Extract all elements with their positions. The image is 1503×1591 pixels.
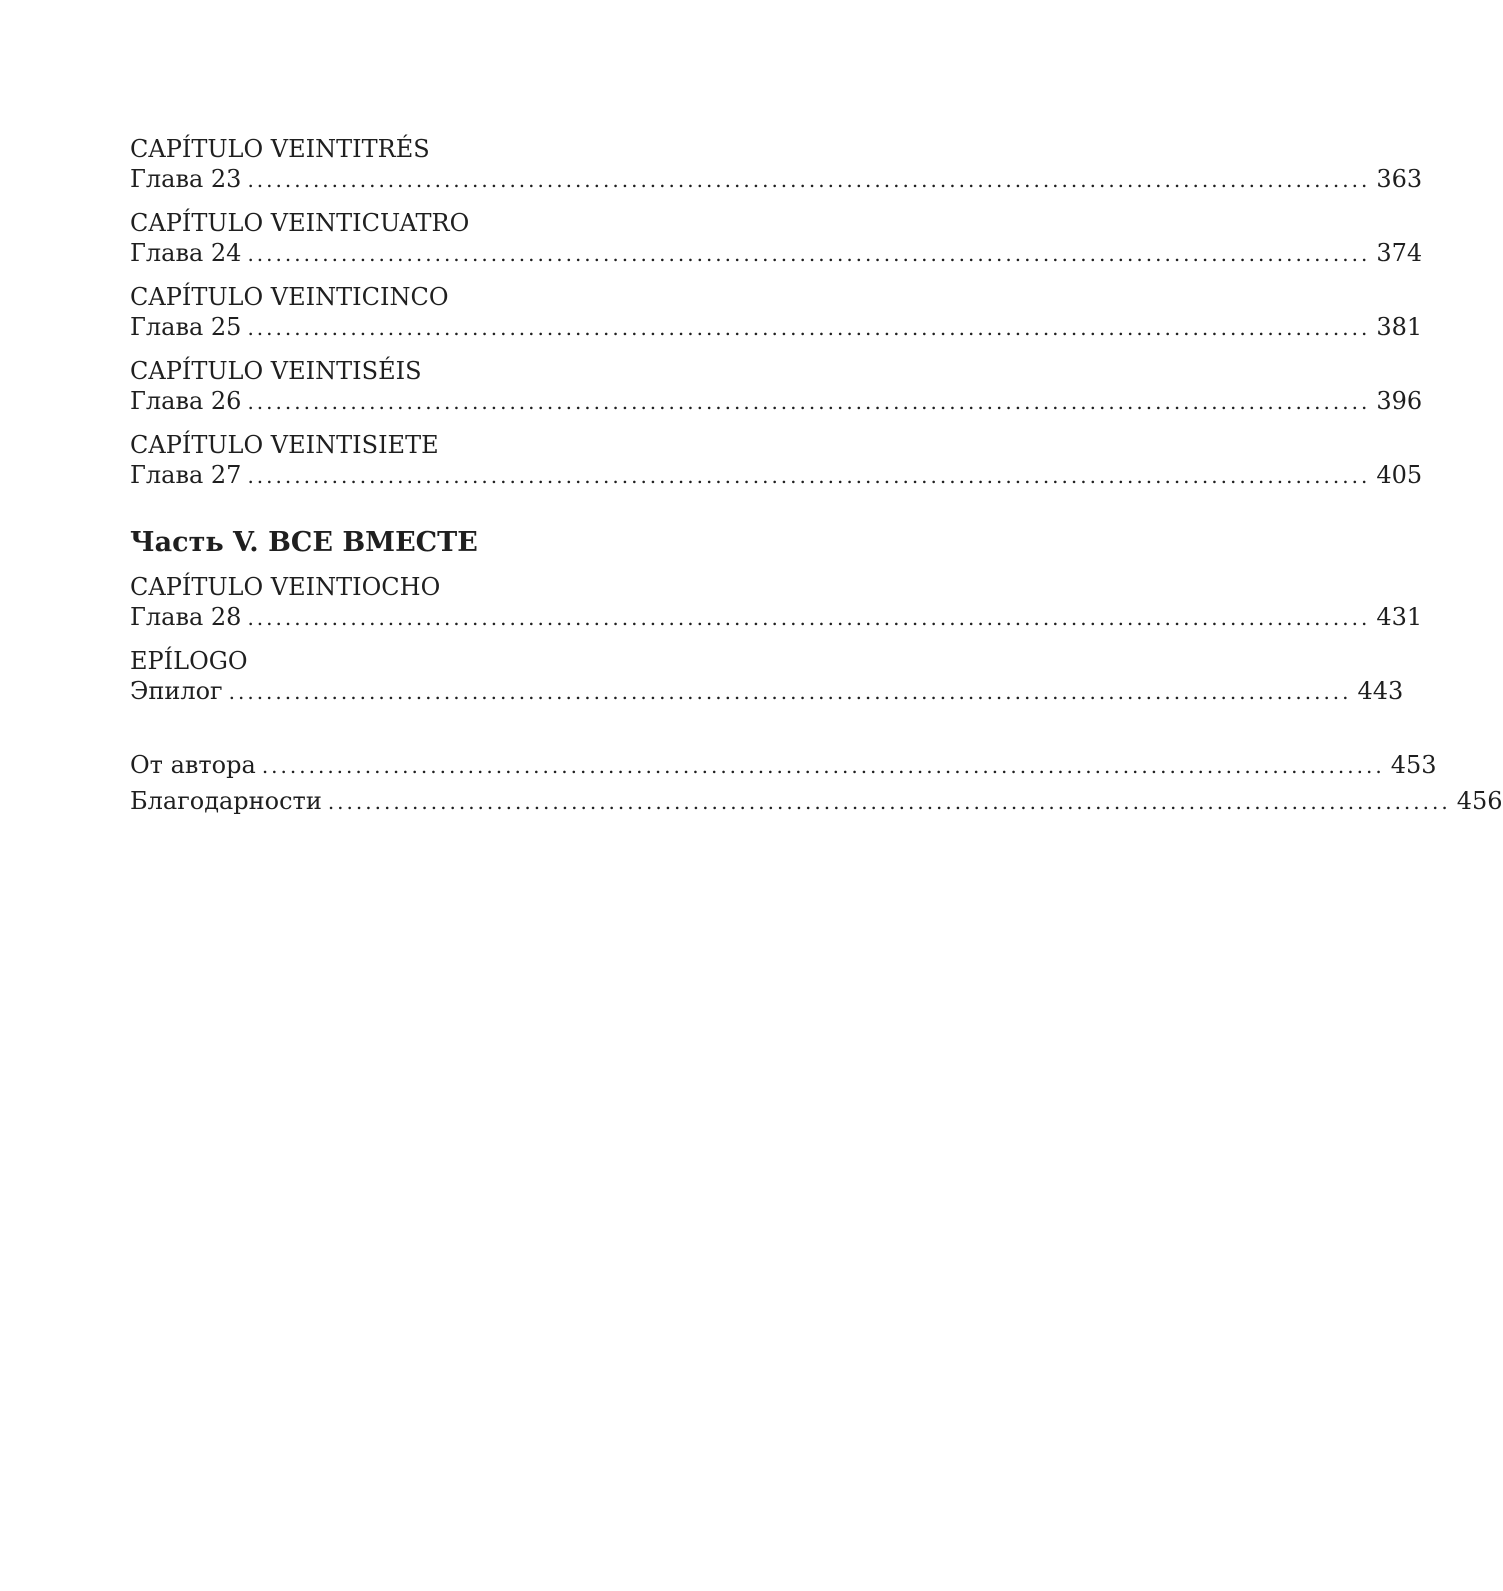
dot-leader: ........................................................................................................................	[247, 464, 1371, 488]
toc-line	[130, 386, 1423, 416]
toc-entry-epilogue	[130, 646, 1404, 706]
dot-leader: ........................................................................................................................	[228, 680, 1352, 704]
dot-leader: ........................................................................................................................	[247, 316, 1371, 340]
toc-entry-chapter-23	[130, 134, 1423, 194]
spanish-chapter-title: CAPÍTULO VEINTISÉIS	[130, 357, 422, 385]
spanish-chapter-title: CAPÍTULO VEINTICUATRO	[130, 209, 470, 237]
dot-leader: ........................................................................................................................	[247, 390, 1371, 414]
page-number: 374	[1376, 239, 1423, 267]
toc-entry-chapter-27	[130, 430, 1423, 490]
spanish-chapter-title: CAPÍTULO VEINTIOCHO	[130, 573, 441, 601]
entry-title: От автора	[130, 751, 256, 779]
dot-leader: ........................................................................................................................	[247, 168, 1371, 192]
dot-leader: ........................................................................................................................	[261, 754, 1385, 778]
toc-entry-author-note	[130, 750, 1437, 780]
page-number: 396	[1376, 387, 1423, 415]
chapter-title: Эпилог	[130, 677, 223, 705]
chapter-title: Глава 25	[130, 313, 242, 341]
toc-entry-acknowledgements	[130, 786, 1503, 816]
page-number: 405	[1376, 461, 1423, 489]
page-number: 363	[1376, 165, 1423, 193]
toc-entry-chapter-24	[130, 208, 1423, 268]
page-number: 456	[1456, 787, 1503, 815]
toc-line	[130, 164, 1423, 194]
back-matter	[130, 750, 1503, 816]
toc-line	[130, 460, 1423, 490]
spanish-chapter-title: EPÍLOGO	[130, 647, 248, 675]
chapter-title: Глава 28	[130, 603, 242, 631]
page-number: 431	[1376, 603, 1423, 631]
chapter-title: Глава 27	[130, 461, 242, 489]
part-heading: Часть V. ВСЕ ВМЕСТЕ	[130, 527, 478, 558]
entry-title: Благодарности	[130, 787, 322, 815]
spanish-chapter-title: CAPÍTULO VEINTICINCO	[130, 283, 449, 311]
chapter-title: Глава 26	[130, 387, 242, 415]
chapter-title: Глава 23	[130, 165, 242, 193]
spanish-chapter-title: CAPÍTULO VEINTISIETE	[130, 431, 439, 459]
page-number: 453	[1390, 751, 1437, 779]
toc-entry-chapter-26	[130, 356, 1423, 416]
chapter-title: Глава 24	[130, 239, 242, 267]
spanish-chapter-title: CAPÍTULO VEINTITRÉS	[130, 135, 430, 163]
toc-line	[130, 676, 1404, 706]
dot-leader: ........................................................................................................................	[247, 242, 1371, 266]
toc-line	[130, 602, 1423, 632]
toc-entry-chapter-28	[130, 572, 1423, 632]
section-gap	[130, 720, 882, 750]
page-number: 443	[1357, 677, 1404, 705]
toc-line	[130, 312, 1423, 342]
toc-entry-chapter-25	[130, 282, 1423, 342]
dot-leader: ........................................................................................................................	[247, 606, 1371, 630]
toc-line	[130, 238, 1423, 268]
page-number: 381	[1376, 313, 1423, 341]
table-of-contents	[130, 134, 1503, 822]
dot-leader: ........................................................................................................................	[327, 790, 1451, 814]
